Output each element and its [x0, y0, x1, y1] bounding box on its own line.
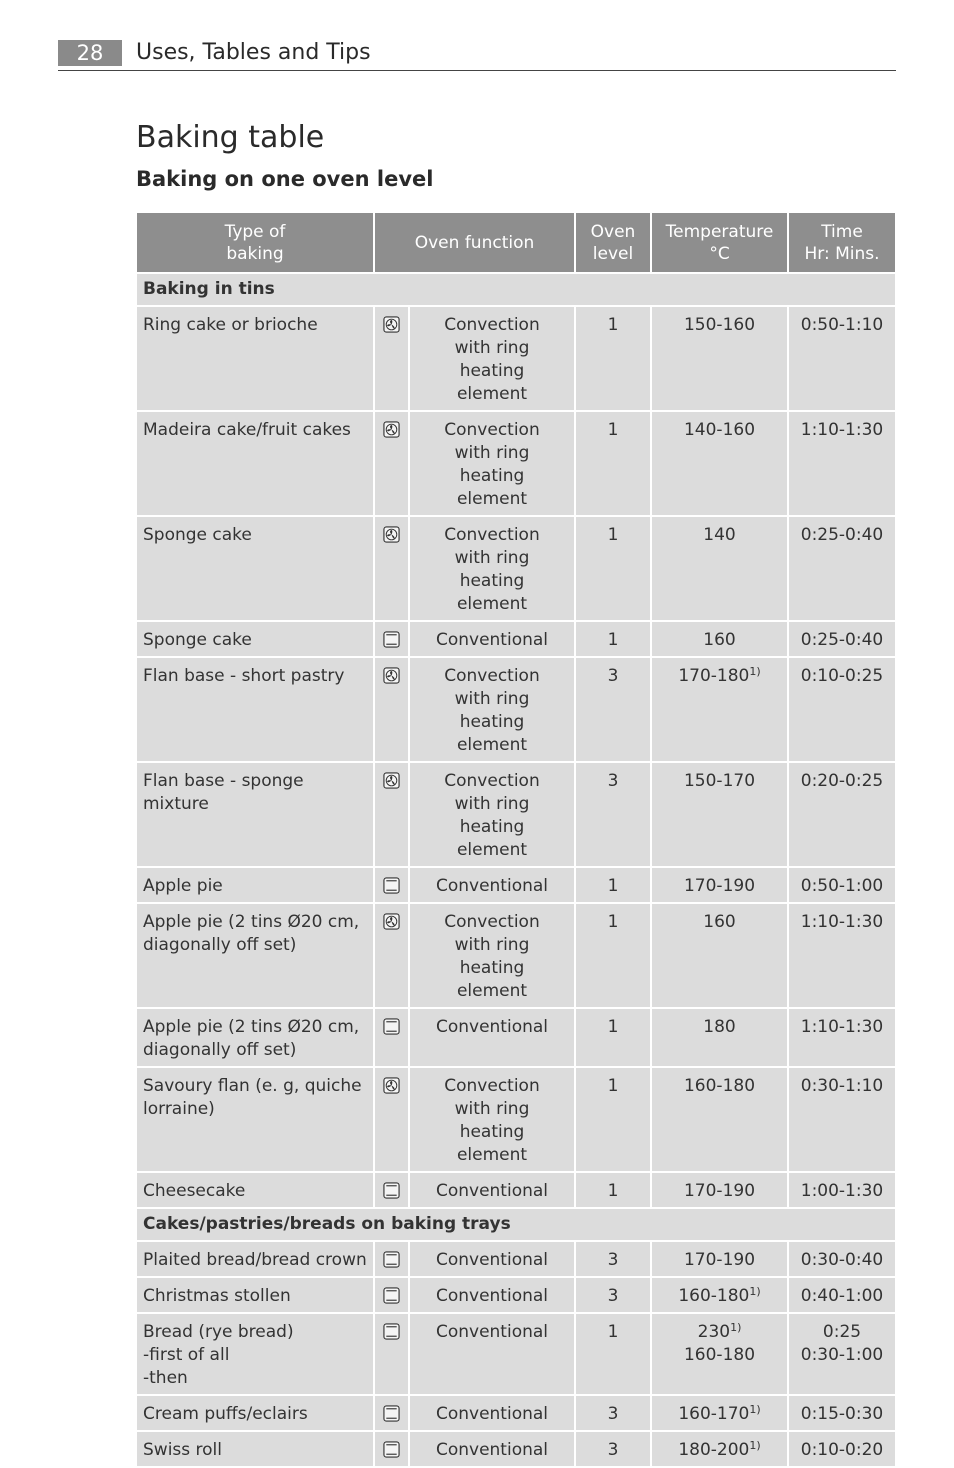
cell-level: 1 — [575, 867, 651, 903]
cell-temperature — [651, 411, 788, 516]
temperature-value: 170-190 — [683, 1250, 756, 1270]
header-type: Type of baking — [136, 212, 374, 273]
table-row — [136, 306, 896, 411]
category-row — [136, 273, 896, 306]
table-row — [136, 1313, 896, 1395]
footnote-mark: 1) — [730, 1321, 742, 1334]
cell-temperature — [651, 1172, 788, 1208]
cell-function: Convection with ring heating element — [409, 516, 575, 621]
temperature-value: 160-180 — [683, 1345, 756, 1365]
cell-time: 1:10-1:30 — [788, 1008, 896, 1067]
cell-type: Madeira cake/fruit cakes — [136, 411, 374, 516]
cell-temperature — [651, 1277, 788, 1313]
header-time: Time Hr: Mins. — [788, 212, 896, 273]
cell-function: Conventional — [409, 1172, 575, 1208]
cell-function: Conventional — [409, 1241, 575, 1277]
category-label: Baking in tins — [136, 273, 896, 306]
table-row — [136, 867, 896, 903]
cell-temperature — [651, 762, 788, 867]
temperature-value: 170-190 — [683, 1181, 756, 1201]
cell-level: 1 — [575, 1172, 651, 1208]
table-row — [136, 1241, 896, 1277]
temperature-value: 160-180 — [678, 1286, 750, 1306]
top-bottom-heat-icon — [383, 1184, 400, 1204]
cell-time: 1:10-1:30 — [788, 903, 896, 1008]
cell-time: 0:25-0:40 — [788, 621, 896, 657]
cell-function-icon — [374, 516, 409, 621]
header-function: Oven function — [374, 212, 575, 273]
temperature-value: 160 — [703, 912, 736, 932]
cell-function: Convection with ring heating element — [409, 306, 575, 411]
cell-time: 0:50-1:10 — [788, 306, 896, 411]
cell-level: 3 — [575, 657, 651, 762]
cell-type: Apple pie (2 tins Ø20 cm, diagonally off set) — [136, 1008, 374, 1067]
fan-ring-icon — [383, 915, 400, 935]
cell-function: Conventional — [409, 1395, 575, 1431]
cell-temperature — [651, 1313, 788, 1395]
top-bottom-heat-icon — [383, 1020, 400, 1040]
table-row — [136, 1431, 896, 1467]
table-row — [136, 1067, 896, 1172]
page-number: 28 — [58, 40, 122, 66]
cell-type: Apple pie (2 tins Ø20 cm, diagonally off set) — [136, 903, 374, 1008]
cell-function: Convection with ring heating element — [409, 762, 575, 867]
top-bottom-heat-icon — [383, 879, 400, 899]
temperature-value: 160-170 — [678, 1404, 750, 1424]
page-title: Baking table — [136, 120, 325, 155]
cell-type: Plaited bread/bread crown — [136, 1241, 374, 1277]
top-bottom-heat-icon — [383, 1289, 400, 1309]
cell-function: Convection with ring heating element — [409, 411, 575, 516]
fan-ring-icon — [383, 1079, 400, 1099]
cell-temperature — [651, 867, 788, 903]
time-value: 0:25 — [822, 1322, 862, 1342]
cell-level: 1 — [575, 306, 651, 411]
cell-temperature — [651, 657, 788, 762]
top-bottom-heat-icon — [383, 1325, 400, 1345]
temperature-value: 160 — [703, 630, 736, 650]
cell-type: Swiss roll — [136, 1431, 374, 1467]
cell-function-icon — [374, 657, 409, 762]
cell-function-icon — [374, 1395, 409, 1431]
cell-type: Ring cake or brioche — [136, 306, 374, 411]
cell-time: 0:10-0:20 — [788, 1431, 896, 1467]
cell-function-icon — [374, 621, 409, 657]
cell-function-icon — [374, 867, 409, 903]
time-value: 0:30-1:00 — [800, 1345, 884, 1365]
cell-temperature — [651, 1067, 788, 1172]
cell-function-icon — [374, 1241, 409, 1277]
cell-function: Conventional — [409, 867, 575, 903]
page-subtitle: Baking on one oven level — [136, 167, 434, 191]
cell-level: 1 — [575, 516, 651, 621]
cell-temperature — [651, 903, 788, 1008]
cell-level: 3 — [575, 1395, 651, 1431]
category-label: Cakes/pastries/breads on baking trays — [136, 1208, 896, 1241]
temperature-value: 170-190 — [683, 876, 756, 896]
cell-temperature — [651, 621, 788, 657]
fan-ring-icon — [383, 774, 400, 794]
table-row — [136, 1395, 896, 1431]
table-row — [136, 1008, 896, 1067]
cell-type: Flan base - short pastry — [136, 657, 374, 762]
footnote-mark: 1) — [749, 1403, 761, 1416]
cell-function-icon — [374, 1313, 409, 1395]
cell-function: Conventional — [409, 1313, 575, 1395]
cell-level: 1 — [575, 621, 651, 657]
cell-time: 0:20-0:25 — [788, 762, 896, 867]
cell-function: Conventional — [409, 1008, 575, 1067]
cell-temperature — [651, 306, 788, 411]
cell-level: 1 — [575, 903, 651, 1008]
table-row — [136, 516, 896, 621]
table-row — [136, 657, 896, 762]
temperature-value: 170-180 — [678, 666, 750, 686]
fan-ring-icon — [383, 528, 400, 548]
cell-function-icon — [374, 1008, 409, 1067]
type-line: -then — [143, 1368, 188, 1388]
cell-level: 1 — [575, 1313, 651, 1395]
cell-type: Cream puffs/eclairs — [136, 1395, 374, 1431]
temperature-value: 150-170 — [683, 771, 756, 791]
cell-type: Sponge cake — [136, 621, 374, 657]
footnote-mark: 1) — [749, 1439, 761, 1452]
temperature-value: 230 — [697, 1322, 731, 1342]
table-row — [136, 1277, 896, 1313]
cell-function-icon — [374, 306, 409, 411]
cell-level: 3 — [575, 762, 651, 867]
cell-function-icon — [374, 1431, 409, 1467]
top-bottom-heat-icon — [383, 633, 400, 653]
cell-function: Convection with ring heating element — [409, 1067, 575, 1172]
temperature-value: 150-160 — [683, 315, 756, 335]
cell-level: 3 — [575, 1277, 651, 1313]
top-bottom-heat-icon — [383, 1253, 400, 1273]
cell-time: 0:30-1:10 — [788, 1067, 896, 1172]
cell-temperature — [651, 1395, 788, 1431]
cell-function-icon — [374, 903, 409, 1008]
table-row — [136, 621, 896, 657]
cell-function: Conventional — [409, 1431, 575, 1467]
cell-time: 0:30-0:40 — [788, 1241, 896, 1277]
fan-ring-icon — [383, 423, 400, 443]
cell-time: 0:25-0:40 — [788, 516, 896, 621]
cell-level: 1 — [575, 411, 651, 516]
footnote-mark: 1) — [749, 665, 761, 678]
cell-type: Apple pie — [136, 867, 374, 903]
type-line: -first of all — [143, 1345, 230, 1365]
cell-function-icon — [374, 1277, 409, 1313]
page-header — [58, 40, 896, 71]
header-temperature: Temperature °C — [651, 212, 788, 273]
cell-time: 1:00-1:30 — [788, 1172, 896, 1208]
fan-ring-icon — [383, 318, 400, 338]
temperature-value: 160-180 — [683, 1076, 756, 1096]
fan-ring-icon — [383, 669, 400, 689]
temperature-value: 140 — [703, 525, 736, 545]
cell-function-icon — [374, 1172, 409, 1208]
table-header-row — [136, 212, 896, 273]
cell-level: 1 — [575, 1008, 651, 1067]
temperature-value: 140-160 — [683, 420, 756, 440]
cell-temperature — [651, 1241, 788, 1277]
cell-function: Convection with ring heating element — [409, 903, 575, 1008]
cell-type: Christmas stollen — [136, 1277, 374, 1313]
baking-table — [135, 211, 897, 1468]
table-row — [136, 1172, 896, 1208]
cell-time: 1:10-1:30 — [788, 411, 896, 516]
cell-level: 3 — [575, 1241, 651, 1277]
temperature-value: 180 — [703, 1017, 736, 1037]
header-level: Oven level — [575, 212, 651, 273]
type-line: Bread (rye bread) — [143, 1322, 294, 1342]
cell-time: 0:10-0:25 — [788, 657, 896, 762]
table-row — [136, 762, 896, 867]
cell-time: 0:15-0:30 — [788, 1395, 896, 1431]
cell-type: Sponge cake — [136, 516, 374, 621]
cell-function: Conventional — [409, 1277, 575, 1313]
cell-type: Savoury flan (e. g, quiche lorraine) — [136, 1067, 374, 1172]
table-row — [136, 411, 896, 516]
cell-temperature — [651, 1431, 788, 1467]
table-row — [136, 903, 896, 1008]
section-title: Uses, Tables and Tips — [136, 40, 371, 65]
cell-function-icon — [374, 1067, 409, 1172]
cell-level: 1 — [575, 1067, 651, 1172]
cell-temperature — [651, 1008, 788, 1067]
cell-type: Cheesecake — [136, 1172, 374, 1208]
cell-temperature — [651, 516, 788, 621]
footnote-mark: 1) — [749, 1285, 761, 1298]
temperature-value: 180-200 — [678, 1440, 750, 1460]
cell-time — [788, 1313, 896, 1395]
cell-function: Conventional — [409, 621, 575, 657]
cell-time: 0:40-1:00 — [788, 1277, 896, 1313]
cell-type — [136, 1313, 374, 1395]
cell-function: Convection with ring heating element — [409, 657, 575, 762]
cell-level: 3 — [575, 1431, 651, 1467]
category-row — [136, 1208, 896, 1241]
cell-function-icon — [374, 411, 409, 516]
top-bottom-heat-icon — [383, 1407, 400, 1427]
cell-type: Flan base - sponge mixture — [136, 762, 374, 867]
cell-time: 0:50-1:00 — [788, 867, 896, 903]
cell-function-icon — [374, 762, 409, 867]
top-bottom-heat-icon — [383, 1443, 400, 1463]
